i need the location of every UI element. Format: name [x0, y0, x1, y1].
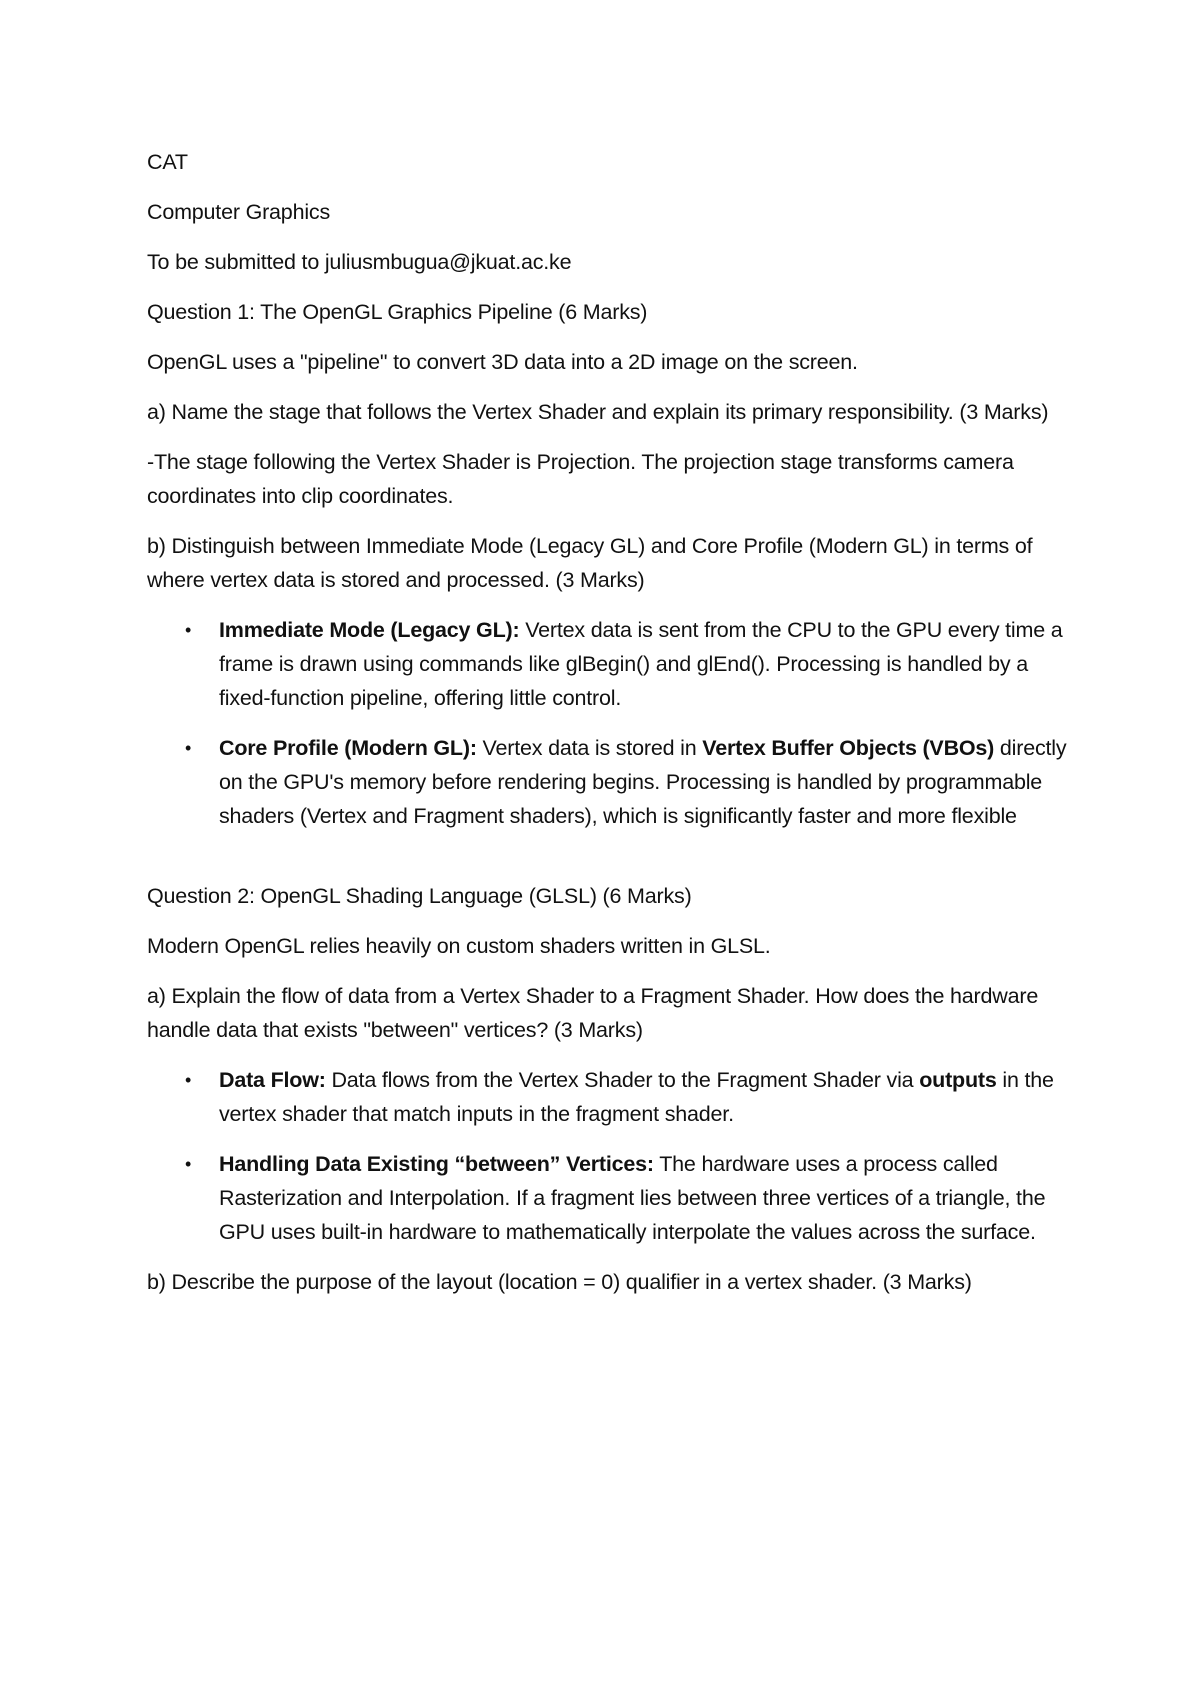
- bullet-bold-phrase: outputs: [919, 1068, 997, 1092]
- question-2-bullet-list: [147, 1063, 1067, 1249]
- list-item: [147, 731, 1067, 833]
- list-item: [147, 1063, 1067, 1131]
- question-1-part-b: b) Distinguish between Immediate Mode (Legacy GL) and Core Profile (Modern GL) in terms of where vertex data is stored and processed. (3 Marks): [147, 534, 1033, 592]
- question-2-heading: Question 2: OpenGL Shading Language (GLSL) (6 Marks): [147, 884, 692, 908]
- bullet-term: Data Flow:: [219, 1068, 326, 1092]
- bullet-text: Data flows from the Vertex Shader to the Fragment Shader via: [325, 1068, 920, 1092]
- bullet-text: Vertex data is sent from the CPU to the GPU every time a frame is drawn using commands like glBegin() and glEnd(). Processing is handled by a fixed-function pipeline, offering little control.: [219, 618, 1063, 710]
- bullet-term: Core Profile (Modern GL):: [219, 736, 477, 760]
- question-1-part-a: a) Name the stage that follows the Vertex Shader and explain its primary responsibility. (3 Marks): [147, 400, 1049, 424]
- question-2-part-b: b) Describe the purpose of the layout (location = 0) qualifier in a vertex shader. (3 Marks): [147, 1270, 972, 1294]
- bullet-bold-phrase: Vertex Buffer Objects (VBOs): [702, 736, 995, 760]
- bullet-text: Vertex data is stored in: [476, 736, 703, 760]
- document-title: CAT: [147, 150, 188, 174]
- bullet-term: Handling Data Existing “between” Vertices:: [219, 1152, 654, 1176]
- question-1-heading: Question 1: The OpenGL Graphics Pipeline (6 Marks): [147, 300, 648, 324]
- list-item: [147, 1147, 1067, 1249]
- list-item: [147, 613, 1067, 715]
- bullet-icon: •: [185, 620, 192, 640]
- bullet-icon: •: [185, 1070, 192, 1090]
- question-2-intro: Modern OpenGL relies heavily on custom shaders written in GLSL.: [147, 934, 771, 958]
- bullet-term: Immediate Mode (Legacy GL):: [219, 618, 520, 642]
- question-1-bullet-list: [147, 613, 1067, 833]
- question-2-part-a: a) Explain the flow of data from a Vertex Shader to a Fragment Shader. How does the hardware handle data that exists "between" vertices? (3 Marks): [147, 984, 1039, 1042]
- bullet-icon: •: [185, 738, 192, 758]
- bullet-text: The hardware uses a process called Rasterization and Interpolation. If a fragment lies between three vertices of a triangle, the GPU uses built-in hardware to mathematically interpolate the values across the surface.: [219, 1152, 1046, 1244]
- bullet-icon: •: [185, 1154, 192, 1174]
- document-body: [147, 145, 1067, 1315]
- question-1-answer-a: -The stage following the Vertex Shader is Projection. The projection stage transforms camera coordinates into clip coordinates.: [147, 450, 1014, 508]
- bullet-text: in the vertex shader that match inputs in the fragment shader.: [219, 1068, 1054, 1126]
- bullet-text: directly on the GPU's memory before rendering begins. Processing is handled by programmable shaders (Vertex and Fragment shaders), which is significantly faster and more flexible: [219, 736, 1067, 828]
- question-1-intro: OpenGL uses a "pipeline" to convert 3D data into a 2D image on the screen.: [147, 350, 858, 374]
- submission-line: To be submitted to juliusmbugua@jkuat.ac.ke: [147, 250, 572, 274]
- course-name: Computer Graphics: [147, 200, 331, 224]
